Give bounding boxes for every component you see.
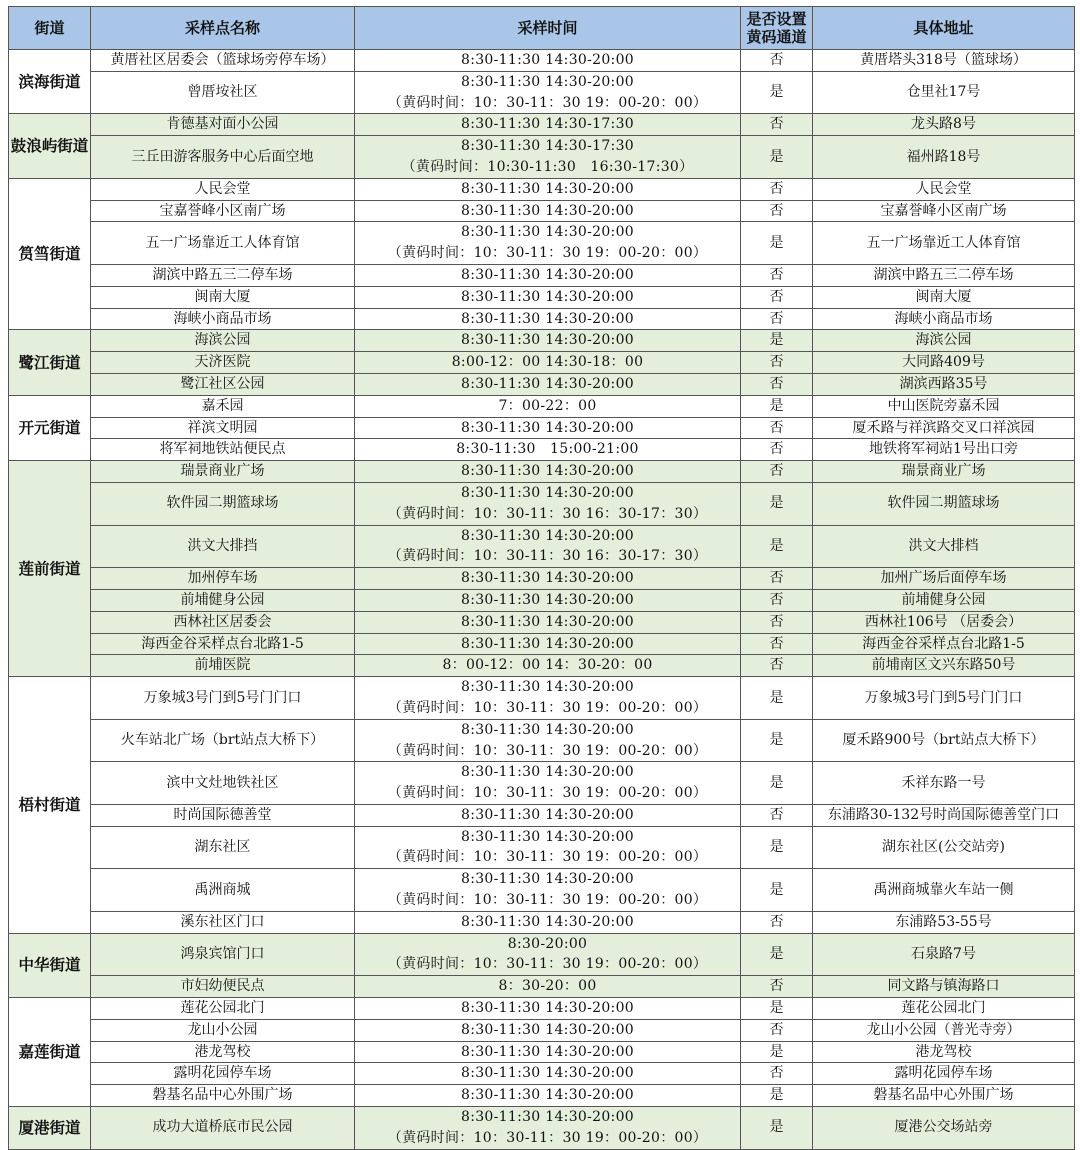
yellow-channel-flag: 是 (741, 525, 813, 568)
yellow-code-time: （黄码时间：10：30-11：30 19：00-20：00） (387, 956, 708, 973)
time-range: 8:30-11:30 14:30-20:00 (461, 913, 634, 930)
yellow-channel-flag: 否 (741, 1063, 813, 1085)
sampling-time (355, 826, 741, 869)
table-row (9, 264, 1075, 286)
time-range: 8:30-11:30 14:30-20:00 (461, 463, 634, 480)
table-row (9, 373, 1075, 395)
header-yellow-channel-label: 是否设置 黄码通道 (746, 10, 807, 46)
time-range: 8:30-11:30 14:30-20:00 (461, 73, 634, 90)
table-row (9, 417, 1075, 439)
time-range: 8:30-11:30 14:30-20:00 (461, 828, 634, 845)
site-name: 肯德基对面小公园 (91, 114, 355, 136)
site-name: 祥滨文明园 (91, 417, 355, 439)
yellow-channel-flag: 否 (741, 911, 813, 933)
time-range: 8:30-11:30 14:30-20:00 (461, 484, 634, 501)
table-row (9, 762, 1075, 805)
site-name: 火车站北广场（brt站点大桥下） (91, 719, 355, 762)
address: 福州路18号 (813, 136, 1075, 179)
site-name: 露明花园停车场 (91, 1063, 355, 1085)
time-range: 8:30-20:00 (507, 935, 588, 952)
address: 中山医院旁嘉禾园 (813, 395, 1075, 417)
sampling-time (355, 1063, 741, 1085)
address: 地铁将军祠站1号出口旁 (813, 439, 1075, 461)
site-name: 禹洲商城 (91, 869, 355, 912)
time-range: 8:30-11:30 14:30-20:00 (461, 1043, 634, 1060)
sampling-time (355, 308, 741, 330)
site-name: 三丘田游客服务中心后面空地 (91, 136, 355, 179)
site-name: 曾厝垵社区 (91, 71, 355, 114)
yellow-channel-flag: 是 (741, 826, 813, 869)
address: 龙头路8号 (813, 114, 1075, 136)
street-name: 厦港街道 (9, 1107, 91, 1150)
sampling-time (355, 50, 741, 72)
sampling-time (355, 655, 741, 677)
table-row (9, 114, 1075, 136)
address: 软件园二期篮球场 (813, 482, 1075, 525)
table-row (9, 461, 1075, 483)
site-name: 磐基名品中心外围广场 (91, 1085, 355, 1107)
yellow-channel-flag: 是 (741, 136, 813, 179)
site-name: 海滨公园 (91, 330, 355, 352)
site-name: 将军祠地铁站便民点 (91, 439, 355, 461)
table-row (9, 911, 1075, 933)
sampling-time (355, 1019, 741, 1041)
site-name: 天济医院 (91, 352, 355, 374)
address: 磐基名品中心外围广场 (813, 1085, 1075, 1107)
street-name: 鼓浪屿街道 (9, 114, 91, 178)
site-name: 成功大道桥底市民公园 (91, 1107, 355, 1150)
time-range: 8:30-11:30 14:30-20:00 (461, 180, 634, 197)
site-name: 嘉禾园 (91, 395, 355, 417)
sampling-time (355, 976, 741, 998)
yellow-channel-flag: 是 (741, 330, 813, 352)
table-row (9, 330, 1075, 352)
table-row (9, 719, 1075, 762)
address: 龙山小公园（普光寺旁） (813, 1019, 1075, 1041)
time-range: 8:30-11:30 14:30-20:00 (461, 332, 634, 349)
sampling-time (355, 633, 741, 655)
sampling-time (355, 762, 741, 805)
yellow-code-time: （黄码时间：10：30-11：30 19：00-20：00） (387, 1129, 708, 1146)
address: 人民会堂 (813, 178, 1075, 200)
address: 宝嘉誉峰小区南广场 (813, 200, 1075, 222)
site-name: 鹭江社区公园 (91, 373, 355, 395)
yellow-channel-flag: 否 (741, 976, 813, 998)
time-range: 8:30-11:30 14:30-20:00 (461, 570, 634, 587)
table-row (9, 200, 1075, 222)
address: 同文路与镇海路口 (813, 976, 1075, 998)
time-range: 8:00-12：00 14:30-18：00 (451, 354, 644, 371)
sampling-time (355, 804, 741, 826)
time-range: 8:30-11:30 14:30-20:00 (461, 721, 634, 738)
table-row (9, 222, 1075, 265)
table-row (9, 50, 1075, 72)
sampling-time (355, 136, 741, 179)
table-row (9, 633, 1075, 655)
yellow-channel-flag: 否 (741, 461, 813, 483)
yellow-code-time: （黄码时间：10：30-11：30 19：00-20：00） (387, 849, 708, 866)
address: 石泉路7号 (813, 933, 1075, 976)
address: 东浦路53-55号 (813, 911, 1075, 933)
sampling-time (355, 589, 741, 611)
sampling-sites-table (8, 6, 1075, 1150)
sampling-time (355, 911, 741, 933)
time-range: 8:30-11:30 14:30-20:00 (461, 1109, 634, 1126)
yellow-channel-flag: 否 (741, 200, 813, 222)
address: 东浦路30-132号时尚国际德善堂门口 (813, 804, 1075, 826)
address: 湖滨西路35号 (813, 373, 1075, 395)
yellow-channel-flag: 否 (741, 264, 813, 286)
time-range: 8:30-11:30 14:30-20:00 (461, 679, 634, 696)
sampling-time (355, 200, 741, 222)
table-row (9, 308, 1075, 330)
site-name: 莲花公园北门 (91, 998, 355, 1020)
address: 五一广场靠近工人体育馆 (813, 222, 1075, 265)
time-range: 8:30-11:30 14:30-20:00 (461, 1021, 634, 1038)
table-row (9, 998, 1075, 1020)
address: 厦禾路与祥滨路交叉口祥滨园 (813, 417, 1075, 439)
site-name: 湖东社区 (91, 826, 355, 869)
address: 前埔健身公园 (813, 589, 1075, 611)
yellow-channel-flag: 是 (741, 762, 813, 805)
yellow-channel-flag: 是 (741, 395, 813, 417)
street-name: 莲前街道 (9, 461, 91, 677)
sampling-time (355, 677, 741, 720)
address: 大同路409号 (813, 352, 1075, 374)
yellow-channel-flag: 否 (741, 178, 813, 200)
site-name: 西林社区居委会 (91, 611, 355, 633)
time-range: 8:30-11:30 14:30-20:00 (461, 635, 634, 652)
address: 黄厝塔头318号（篮球场） (813, 50, 1075, 72)
address: 禾祥东路一号 (813, 762, 1075, 805)
time-range: 8:30-11:30 14:30-20:00 (461, 266, 634, 283)
sampling-time (355, 439, 741, 461)
yellow-channel-flag: 是 (741, 1085, 813, 1107)
site-name: 瑞景商业广场 (91, 461, 355, 483)
table-row (9, 1019, 1075, 1041)
yellow-channel-flag: 是 (741, 869, 813, 912)
yellow-code-time: （黄码时间：10:30-11:30 16:30-17:30） (401, 158, 694, 175)
table-row (9, 286, 1075, 308)
yellow-channel-flag: 否 (741, 308, 813, 330)
time-range: 8:30-11:30 14:30-17:30 (461, 116, 634, 133)
header-address: 具体地址 (813, 7, 1075, 50)
street-name: 中华街道 (9, 933, 91, 997)
address: 海西金谷采样点台北路1-5 (813, 633, 1075, 655)
street-name: 开元街道 (9, 395, 91, 460)
site-name: 港龙驾校 (91, 1041, 355, 1063)
street-name: 滨海街道 (9, 50, 91, 114)
table-row (9, 804, 1075, 826)
time-range: 8:30-11:30 14:30-20:00 (461, 591, 634, 608)
header-site: 采样点名称 (91, 7, 355, 50)
street-name: 嘉莲街道 (9, 998, 91, 1107)
table-row (9, 869, 1075, 912)
street-name: 梧村街道 (9, 677, 91, 934)
site-name: 前埔健身公园 (91, 589, 355, 611)
address: 万象城3号门到5号门门口 (813, 677, 1075, 720)
yellow-channel-flag: 是 (741, 482, 813, 525)
yellow-channel-flag: 否 (741, 568, 813, 590)
table-row (9, 611, 1075, 633)
sampling-time (355, 1107, 741, 1150)
site-name: 海西金谷采样点台北路1-5 (91, 633, 355, 655)
time-range: 8:30-11:30 14:30-20:00 (461, 871, 634, 888)
table-row (9, 136, 1075, 179)
sampling-time (355, 178, 741, 200)
time-range: 8:30-11:30 14:30-20:00 (461, 375, 634, 392)
time-range: 8:30-11:30 14:30-20:00 (461, 1087, 634, 1104)
site-name: 前埔医院 (91, 655, 355, 677)
sampling-time (355, 395, 741, 417)
yellow-channel-flag: 是 (741, 1107, 813, 1150)
yellow-channel-flag: 否 (741, 589, 813, 611)
yellow-channel-flag: 否 (741, 611, 813, 633)
address: 海峡小商品市场 (813, 308, 1075, 330)
sampling-time (355, 71, 741, 114)
site-name: 市妇幼便民点 (91, 976, 355, 998)
header-street: 街道 (9, 7, 91, 50)
time-range: 8:30-11:30 14:30-20:00 (461, 288, 634, 305)
sampling-time (355, 352, 741, 374)
table-row (9, 933, 1075, 976)
sampling-time (355, 264, 741, 286)
street-name: 鹭江街道 (9, 330, 91, 395)
street-name: 筼筜街道 (9, 178, 91, 330)
site-name: 人民会堂 (91, 178, 355, 200)
header-yellow-channel (741, 7, 813, 50)
sampling-time (355, 568, 741, 590)
time-range: 8:30-11:30 14:30-20:00 (461, 202, 634, 219)
yellow-code-time: （黄码时间：10：30-11：30 19：00-20：00） (387, 785, 708, 802)
yellow-channel-flag: 否 (741, 373, 813, 395)
yellow-channel-flag: 是 (741, 998, 813, 1020)
site-name: 软件园二期篮球场 (91, 482, 355, 525)
header-row (9, 7, 1075, 50)
address: 湖东社区(公交站旁) (813, 826, 1075, 869)
sampling-time (355, 417, 741, 439)
table-row (9, 1085, 1075, 1107)
table-row (9, 1041, 1075, 1063)
time-range: 8：00-12：00 14：30-20：00 (442, 657, 653, 674)
yellow-channel-flag: 否 (741, 286, 813, 308)
table-row (9, 1063, 1075, 1085)
sampling-time (355, 114, 741, 136)
sampling-time (355, 719, 741, 762)
sampling-time (355, 611, 741, 633)
table-row (9, 71, 1075, 114)
table-row (9, 395, 1075, 417)
yellow-channel-flag: 是 (741, 933, 813, 976)
time-range: 8:30-11:30 14:30-20:00 (461, 764, 634, 781)
table-row (9, 589, 1075, 611)
yellow-channel-flag: 否 (741, 804, 813, 826)
table-row (9, 525, 1075, 568)
time-range: 7：00-22：00 (498, 397, 597, 414)
yellow-code-time: （黄码时间：10：30-11：30 19：00-20：00） (387, 699, 708, 716)
address: 莲花公园北门 (813, 998, 1075, 1020)
yellow-code-time: （黄码时间：10：30-11：30 16：30-17：30） (387, 505, 708, 522)
table-row (9, 1107, 1075, 1150)
yellow-channel-flag: 否 (741, 633, 813, 655)
address: 闽南大厦 (813, 286, 1075, 308)
sampling-time (355, 222, 741, 265)
yellow-code-time: （黄码时间：10：30-11：30 19：00-20：00） (387, 94, 708, 111)
time-range: 8:30-11:30 14:30-20:00 (461, 1065, 634, 1082)
sampling-time (355, 933, 741, 976)
yellow-channel-flag: 是 (741, 719, 813, 762)
site-name: 洪文大排挡 (91, 525, 355, 568)
yellow-channel-flag: 否 (741, 352, 813, 374)
time-range: 8:30-11:30 14:30-20:00 (461, 613, 634, 630)
yellow-code-time: （黄码时间：10：30-11：30 16：30-17：30） (387, 548, 708, 565)
address: 西林社106号 （居委会） (813, 611, 1075, 633)
address: 露明花园停车场 (813, 1063, 1075, 1085)
time-range: 8:30-11:30 14:30-20:00 (461, 806, 634, 823)
yellow-channel-flag: 是 (741, 222, 813, 265)
site-name: 滨中文灶地铁社区 (91, 762, 355, 805)
site-name: 闽南大厦 (91, 286, 355, 308)
table-row (9, 178, 1075, 200)
site-name: 宝嘉誉峰小区南广场 (91, 200, 355, 222)
site-name: 湖滨中路五三二停车场 (91, 264, 355, 286)
table-row (9, 826, 1075, 869)
table-row (9, 352, 1075, 374)
address: 港龙驾校 (813, 1041, 1075, 1063)
header-time: 采样时间 (355, 7, 741, 50)
sampling-time (355, 525, 741, 568)
time-range: 8:30-11:30 14:30-20:00 (461, 310, 634, 327)
address: 洪文大排档 (813, 525, 1075, 568)
yellow-channel-flag: 否 (741, 1019, 813, 1041)
yellow-code-time: （黄码时间：10：30-11：30 19：00-20：00） (387, 892, 708, 909)
sampling-time (355, 330, 741, 352)
table-row (9, 677, 1075, 720)
site-name: 万象城3号门到5号门门口 (91, 677, 355, 720)
address: 前埔南区文兴东路50号 (813, 655, 1075, 677)
sampling-time (355, 461, 741, 483)
sampling-time (355, 998, 741, 1020)
address: 加州广场后面停车场 (813, 568, 1075, 590)
site-name: 海峡小商品市场 (91, 308, 355, 330)
yellow-channel-flag: 否 (741, 417, 813, 439)
address: 湖滨中路五三二停车场 (813, 264, 1075, 286)
yellow-code-time: （黄码时间：10：30-11：30 19：00-20：00） (387, 245, 708, 262)
site-name: 加州停车场 (91, 568, 355, 590)
yellow-channel-flag: 否 (741, 114, 813, 136)
yellow-channel-flag: 是 (741, 1041, 813, 1063)
sampling-time (355, 482, 741, 525)
yellow-channel-flag: 是 (741, 71, 813, 114)
time-range: 8:30-11:30 14:30-20:00 (461, 1000, 634, 1017)
time-range: 8:30-11:30 14:30-17:30 (461, 138, 634, 155)
yellow-channel-flag: 是 (741, 677, 813, 720)
yellow-code-time: （黄码时间：10：30-11：30 19：00-20：00） (387, 742, 708, 759)
site-name: 五一广场靠近工人体育馆 (91, 222, 355, 265)
sampling-time (355, 373, 741, 395)
address: 瑞景商业广场 (813, 461, 1075, 483)
address: 厦港公交场站旁 (813, 1107, 1075, 1150)
time-range: 8:30-11:30 14:30-20:00 (461, 419, 634, 436)
table-row (9, 568, 1075, 590)
yellow-channel-flag: 否 (741, 439, 813, 461)
address: 厦禾路900号（brt站点大桥下） (813, 719, 1075, 762)
address: 仓里社17号 (813, 71, 1075, 114)
site-name: 鸿泉宾馆门口 (91, 933, 355, 976)
sampling-time (355, 869, 741, 912)
sampling-time (355, 286, 741, 308)
yellow-channel-flag: 否 (741, 655, 813, 677)
site-name: 黄厝社区居委会（篮球场旁停车场） (91, 50, 355, 72)
yellow-channel-flag: 否 (741, 50, 813, 72)
table-row (9, 976, 1075, 998)
table-row (9, 482, 1075, 525)
sampling-time (355, 1085, 741, 1107)
site-name: 时尚国际德善堂 (91, 804, 355, 826)
time-range: 8:30-11:30 14:30-20:00 (461, 527, 634, 544)
table-row (9, 439, 1075, 461)
time-range: 8:30-11:30 15:00-21:00 (456, 441, 639, 458)
site-name: 溪东社区门口 (91, 911, 355, 933)
table-row (9, 655, 1075, 677)
time-range: 8：30-20：00 (498, 978, 597, 995)
time-range: 8:30-11:30 14:30-20:00 (461, 224, 634, 241)
time-range: 8:30-11:30 14:30-20:00 (461, 52, 634, 68)
site-name: 龙山小公园 (91, 1019, 355, 1041)
sampling-time (355, 1041, 741, 1063)
address: 禹洲商城靠火车站一侧 (813, 869, 1075, 912)
address: 海滨公园 (813, 330, 1075, 352)
